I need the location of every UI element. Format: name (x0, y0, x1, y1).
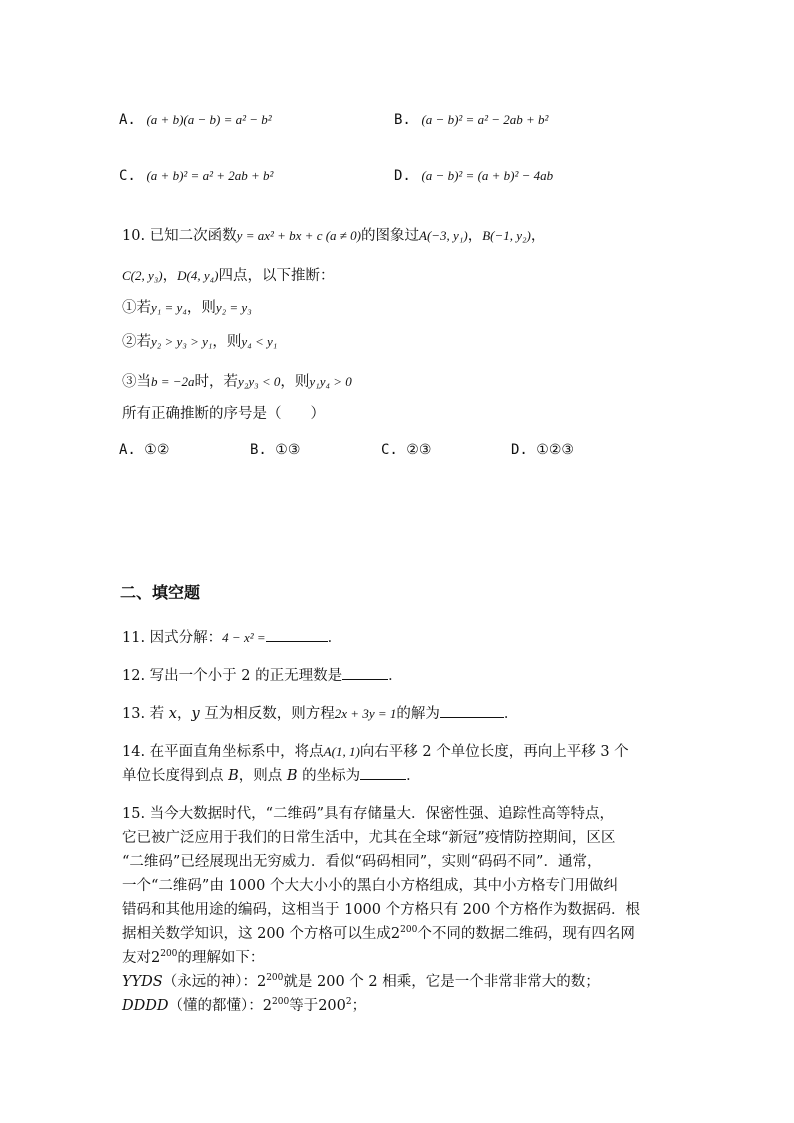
q11-period: ． (327, 630, 343, 646)
q15-line (122, 994, 366, 1015)
q11 (122, 626, 342, 647)
statement-condition: y₂ > y₃ > y₁ (151, 334, 213, 349)
statement-condition: y₁ = y₄ (151, 300, 187, 315)
q10-option-d: D. ①②③ (511, 442, 574, 458)
statement-text: ②若 (122, 334, 151, 350)
q14-text: ，则点 (238, 768, 287, 784)
option-label: D. (394, 168, 411, 184)
power-base: 2 (390, 926, 401, 942)
statement-text: ③当 (122, 374, 151, 390)
option-formula: (a − b)² = (a + b)² − 4ab (421, 168, 554, 183)
q13-text: 互为相反数，则方程 (199, 706, 335, 722)
q14-period: ． (406, 768, 421, 784)
var-b: B (286, 768, 298, 784)
q12-period: ． (388, 668, 403, 684)
statement-text: ，则 (280, 374, 310, 390)
q15-text: （懂的都懂）： (168, 998, 263, 1014)
q10-text: 已知二次函数 (149, 228, 237, 244)
power-exponent: 200 (272, 997, 290, 1008)
q10-separator: ， (162, 268, 178, 284)
section-title: 二、填空题 (120, 583, 201, 602)
netizen-name: DDDD (122, 998, 169, 1014)
q13-text: 的解为 (396, 706, 440, 722)
q15-text: 个不同的数据二维码，现有四名网 (417, 926, 635, 942)
var-b: B (228, 768, 239, 784)
q15-line: 它已被广泛应用于我们的日常生活中，尤其在全球“新冠”疫情防控期间，区区 (122, 830, 616, 846)
q9-option-b (394, 112, 548, 128)
q13-equation: 2x + 3y = 1 (334, 706, 397, 721)
answer-blank[interactable] (360, 765, 406, 780)
q15-line: 一个“二维码”由 1000 个大大小小的黑白小方格组成，其中小方格专门用做纠 (122, 878, 618, 894)
q15-text: ； (351, 998, 367, 1014)
statement-text: ，则 (186, 300, 216, 316)
q13-period: ． (503, 706, 519, 722)
q10-point-d: D(4, y₄) (177, 268, 219, 283)
q10-ask: 所有正确推断的序号是（ ） (122, 406, 325, 422)
var-y: y (191, 706, 200, 722)
q15-line (122, 922, 635, 943)
q14-text: 的坐标为 (297, 768, 361, 784)
q9-option-a (119, 112, 272, 128)
q10-stem-line2 (122, 264, 334, 285)
q10-separator: ， (467, 228, 483, 244)
q9-option-c (119, 168, 273, 184)
q12 (122, 664, 403, 685)
q10-function: y = ax² + bx + c (a ≠ 0) (236, 228, 362, 243)
q10-statement-1 (122, 296, 252, 317)
q14-text: 14. 在平面直角坐标系中，将点 (122, 744, 324, 760)
q10-text: 的图象过 (361, 228, 420, 244)
q15-text: 的理解如下： (177, 950, 265, 966)
q15-text: 就是 200 个 2 相乘，它是一个非常非常大的数； (283, 974, 600, 990)
q10-statement-3 (122, 370, 352, 391)
power-base: 2 (262, 998, 272, 1014)
q13 (122, 702, 518, 723)
option-label: A. (119, 112, 136, 128)
power-base: 2 (151, 950, 161, 966)
q15-text: 友对 (122, 950, 151, 966)
answer-blank[interactable] (440, 703, 504, 718)
option-formula: (a − b)² = a² − 2ab + b² (421, 112, 549, 127)
q15-line: “二维码”已经展现出无穷威力．看似“码码相同”，实则“码码不同”．通常， (122, 854, 602, 870)
q14-text: 向右平移 2 个单位长度，再向上平移 3 个 (359, 744, 629, 760)
power-base: 2 (256, 974, 267, 990)
power-exponent: 200 (160, 949, 178, 960)
option-label: C. (119, 168, 136, 184)
power-exponent: 2 (345, 997, 352, 1008)
q12-text: 12. 写出一个小于 2 的正无理数是 (122, 668, 343, 684)
statement-condition: b = −2a (151, 374, 195, 389)
netizen-name: YYDS (122, 974, 163, 990)
question-number: 10. (122, 228, 146, 244)
statement-result: y₄ < y₁ (241, 334, 278, 349)
power-exponent: 200 (400, 925, 418, 936)
q15-text: 据相关数学知识，这 200 个方格可以生成 (122, 926, 391, 942)
q11-expression: 4 − x² = (222, 630, 266, 645)
q15-line (122, 970, 600, 991)
q15-text: 等于 (289, 998, 319, 1014)
q15-line (122, 946, 264, 967)
q9-option-d (394, 168, 553, 184)
statement-text: 时，若 (194, 374, 239, 390)
q13-text: ， (176, 706, 192, 722)
q14-text: 单位长度得到点 (122, 768, 229, 784)
answer-blank[interactable] (342, 665, 388, 680)
q10-option-a: A. ①② (119, 442, 170, 458)
q10-point-b: B(−1, y₂) (482, 228, 531, 243)
var-x: x (168, 706, 177, 722)
statement-condition: y₂y₃ < 0 (238, 374, 281, 389)
option-formula: (a + b)² = a² + 2ab + b² (146, 168, 274, 183)
option-label: B. (394, 112, 411, 128)
q14-point: A(1, 1) (323, 744, 360, 759)
q10-text: 四点，以下推断： (218, 268, 335, 284)
q15-line: 错码和其他用途的编码，这相当于 1000 个方格只有 200 个方格作为数据码．根 (122, 902, 641, 918)
q10-stem (122, 224, 545, 245)
statement-text: ①若 (122, 300, 151, 316)
q14-line2 (122, 764, 421, 785)
q10-point-a: A(−3, y₁) (419, 228, 468, 243)
q10-statement-2 (122, 330, 277, 351)
q14-line1 (122, 740, 629, 761)
statement-text: ，则 (212, 334, 242, 350)
q15-line: 15. 当今大数据时代，“二维码”具有存储量大．保密性强、追踪性高等特点， (122, 806, 614, 822)
q10-separator: ， (530, 228, 546, 244)
power-exponent: 200 (266, 973, 284, 984)
power-base: 200 (318, 998, 346, 1014)
option-formula: (a + b)(a − b) = a² − b² (146, 112, 272, 127)
statement-result: y₁y₄ > 0 (309, 374, 352, 389)
statement-result: y₂ = y₃ (215, 300, 252, 315)
q11-text: 11. 因式分解： (122, 630, 223, 646)
answer-blank[interactable] (266, 627, 328, 642)
q10-option-c: C. ②③ (381, 442, 432, 458)
q13-text: 13. 若 (122, 706, 169, 722)
q10-option-b: B. ①③ (250, 442, 301, 458)
q10-point-c: C(2, y₃) (122, 268, 163, 283)
q15-text: （永远的神）： (162, 974, 257, 990)
